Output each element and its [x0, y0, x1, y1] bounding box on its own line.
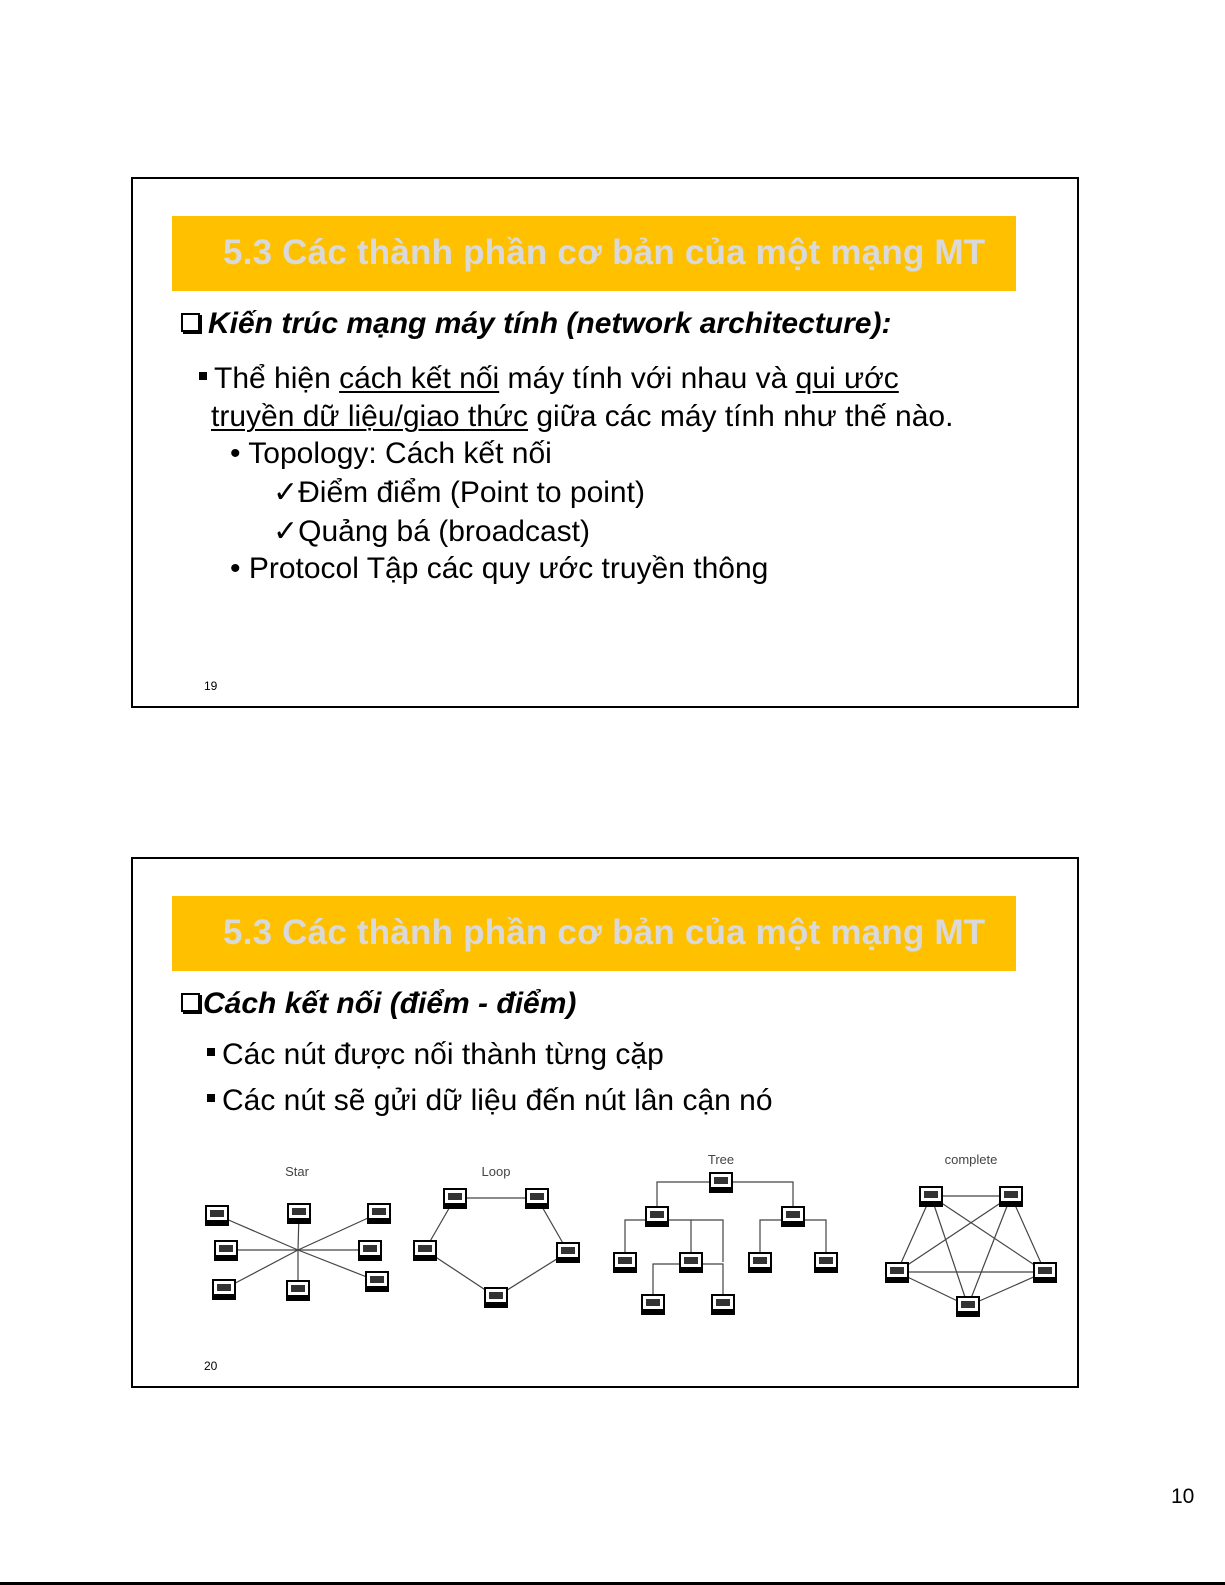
checkmark-icon: ✓: [273, 515, 299, 548]
dot-bullet-icon: •: [230, 552, 249, 585]
sub-bullet-topology: • Topology: Cách kết nối: [230, 437, 552, 470]
computer-icon: [645, 1207, 669, 1227]
dot-bullet-icon: •: [230, 437, 249, 470]
slide-number: 20: [204, 1359, 218, 1373]
computer-icon: [919, 1187, 943, 1207]
bullet-item-1: Các nút được nối thành từng cặp: [207, 1038, 664, 1072]
computer-icon: [1033, 1263, 1057, 1283]
bullet-line-2: truyền dữ liệu/giao thức giữa các máy tính như thế nào.: [211, 400, 954, 433]
computer-icon: [885, 1263, 909, 1283]
slide-19: [131, 177, 1079, 708]
star-topology-diagram: [205, 1164, 391, 1301]
checkbox-bullet-icon: [181, 993, 200, 1012]
computer-icon: [205, 1206, 229, 1226]
computer-icon: [641, 1295, 665, 1315]
title-bar: [172, 896, 1016, 971]
square-bullet-icon: [199, 372, 207, 380]
computer-icon: [484, 1288, 508, 1308]
slide-title: 5.3 Các thành phần cơ bản của một mạng MT: [223, 233, 986, 272]
computer-icon: [956, 1297, 980, 1317]
slide-number: 19: [204, 679, 218, 693]
slide-20: [131, 857, 1079, 1388]
computer-icon: [212, 1280, 236, 1300]
topology-diagrams: [133, 1144, 1077, 1344]
computer-icon: [748, 1253, 772, 1273]
section-heading: [181, 987, 576, 1021]
computer-icon: [214, 1241, 238, 1261]
computer-icon: [679, 1253, 703, 1273]
computer-icon: [365, 1272, 389, 1292]
loop-label: Loop: [481, 1164, 511, 1179]
computer-icon: [358, 1241, 382, 1261]
bullet-line-1: Thể hiện cách kết nối máy tính với nhau và qui ước: [199, 362, 899, 396]
computer-icon: [286, 1281, 310, 1301]
computer-icon: [999, 1187, 1023, 1207]
star-label: Star: [285, 1164, 309, 1179]
heading-text: Cách kết nối (điểm - điểm): [203, 987, 577, 1020]
checkmark-icon: ✓: [273, 476, 299, 509]
check-item-2: ✓Quảng bá (broadcast): [273, 515, 590, 548]
computer-icon: [443, 1189, 467, 1209]
section-heading: [181, 307, 891, 341]
check-item-1: ✓Điểm điểm (Point to point): [273, 476, 645, 509]
computer-icon: [525, 1189, 549, 1209]
computer-icon: [287, 1204, 311, 1224]
checkbox-bullet-icon: [181, 313, 200, 332]
tree-label: Tree: [707, 1152, 735, 1167]
heading-text: Kiến trúc mạng máy tính (network architecture):: [208, 307, 892, 340]
computer-icon: [367, 1204, 391, 1224]
computer-icon: [709, 1173, 733, 1193]
complete-topology-diagram: [885, 1152, 1057, 1317]
square-bullet-icon: [207, 1048, 215, 1056]
page-number: 10: [1171, 1485, 1195, 1508]
computer-icon: [556, 1243, 580, 1263]
complete-label: complete: [944, 1152, 998, 1167]
loop-topology-diagram: [413, 1164, 580, 1308]
title-bar: [172, 216, 1016, 291]
computer-icon: [711, 1295, 735, 1315]
computer-icon: [781, 1207, 805, 1227]
computer-icon: [613, 1253, 637, 1273]
square-bullet-icon: [207, 1094, 215, 1102]
computer-icon: [413, 1241, 437, 1261]
bullet-item-2: Các nút sẽ gửi dữ liệu đến nút lân cận nó: [207, 1084, 773, 1118]
tree-topology-diagram: [613, 1152, 838, 1315]
computer-icon: [814, 1253, 838, 1273]
slide-title: 5.3 Các thành phần cơ bản của một mạng MT: [223, 913, 986, 952]
sub-bullet-protocol: • Protocol Tập các quy ước truyền thông: [230, 552, 769, 585]
